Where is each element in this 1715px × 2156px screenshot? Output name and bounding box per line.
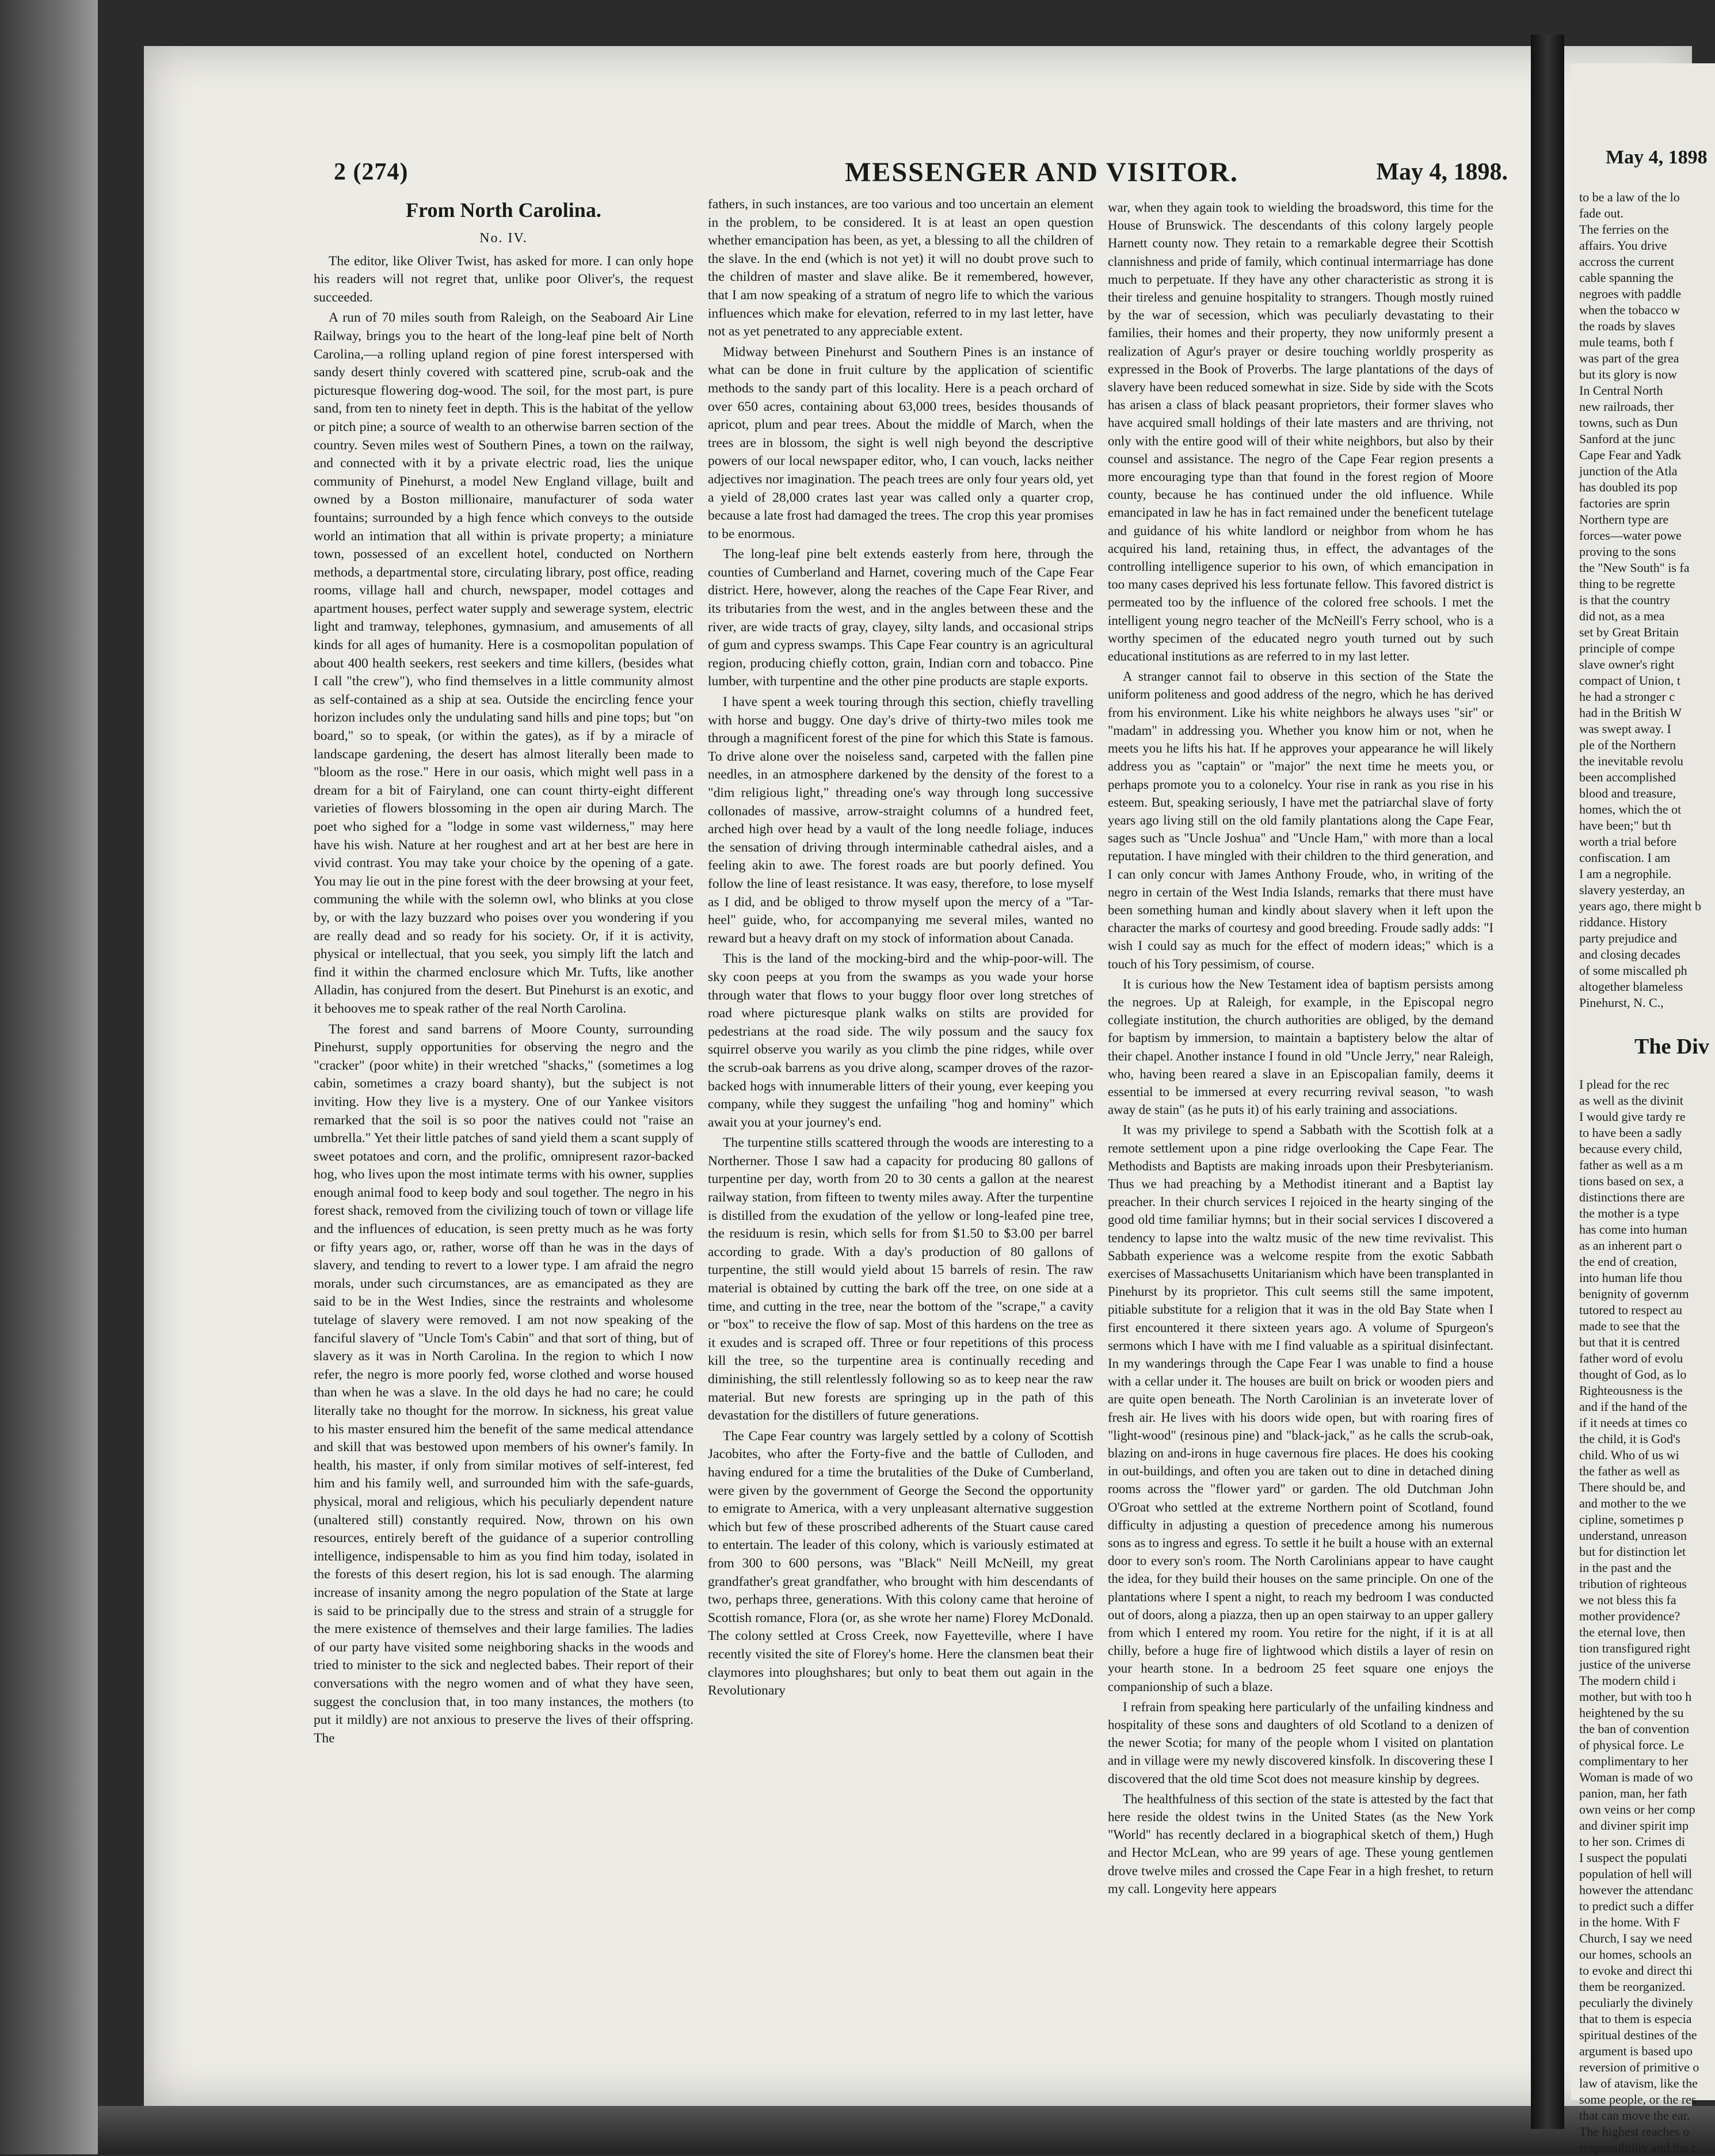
text-line: benignity of governm (1579, 1287, 1689, 1301)
book-gutter (1531, 35, 1564, 2129)
text-line: justice of the universe (1579, 1657, 1691, 1672)
adjacent-page-text-top (1571, 189, 1715, 1011)
text-line: in the past and the (1579, 1560, 1672, 1575)
text-line: tions based on sex, a (1579, 1174, 1684, 1188)
text-line: of some miscalled ph (1579, 963, 1687, 978)
text-line: responsibility and the c (1579, 2140, 1697, 2155)
text-line: the eternal love, then (1579, 1625, 1686, 1639)
text-line: child. Who of us wi (1579, 1448, 1679, 1462)
text-line: law of atavism, like the (1579, 2076, 1698, 2090)
paragraph: It was my privilege to spend a Sabbath with the Scottish folk at a remote settlement upon a pine ridge overlooking the Cape Fear. The Methodists and Baptists are making inroads upon their Presbyterianism. Thus we had preaching by a Methodist itinerant and a Baptist lay preacher. In their church services I rejoiced in the hearty singing of the good old time familiar hymns; but in their social services I discovered a tendency to lapse into the waltz music of the new time revivalist. This Sabbath experience was a welcome respite from the exotic Sabbath exercises of Massachusetts Unitarianism which have been transplanted in Pinehurst by its proprietor. This cult seems still the same impotent, pitiable substitute for a religion that it was in the old Bay State when I first encountered it there sixteen years ago. A volume of Spurgeon's sermons which I have with me I find valuable as a spiritual disinfectant. In my wanderings through the Cape Fear I was unable to find a house with a cellar under it. The houses are built on brick or wooden piers and are quite open beneath. The North Carolinian is an inveterate lover of fresh air. He lives with his doors wide open, but with roaring fires of "light-wood" (resinous pine) and "black-jack," as he calls the scrub-oak, blazing on and-irons in huge cavernous fire places. He does his cooking in out-buildings, and often you are taken out to dine in detached dining rooms across the "flower yard" or garden. The old Dutchman John O'Groat who settled at the extreme Northern point of Scotland, found difficulty in adjusting a question of precedence among his numerous sons as to ingress and egress. To settle it he built a house with an external door to every son's room. The North Carolinians appear to have caught the idea, for they build their houses on the same principle. On one of the plantations where I spent a night, to reach my bedroom I was conducted out of doors, along a piazza, then up an open stairway to an upper gallery from which I entered my room. You retire for the night, if it is at all chilly, before a huge fire of lightwood which distils a layer of resin on your hearth stone. In a bedroom 25 feet square one enjoys the companionship of such a blaze. (1108, 1123, 1493, 1694)
text-line: is that the country (1579, 593, 1671, 607)
text-line: heightened by the su (1579, 1705, 1684, 1720)
text-line: when the tobacco w (1579, 303, 1680, 317)
text-line: did not, as a mea (1579, 609, 1665, 623)
text-line: into human life thou (1579, 1270, 1683, 1285)
text-line: the father as well as (1579, 1464, 1680, 1478)
text-line: reversion of primitive o (1579, 2060, 1699, 2074)
text-line: as an inherent part o (1579, 1238, 1682, 1253)
text-line: we not bless this fa (1579, 1593, 1676, 1607)
text-line: I plead for the rec (1579, 1077, 1670, 1092)
paragraph: The healthfulness of this section of the state is attested by the fact that here reside the oldest twins in the United States (as the New York "World" has recently declared in a biographical sketch of them,) Hugh and Hector McLean, who are 99 years of age. These young gentlemen drove twelve miles and crossed the Cape Fear in a high freshet, to return my call. Longevity here appears (1108, 1791, 1493, 1896)
text-line: tion transfigured right (1579, 1641, 1691, 1655)
text-line: riddance. History (1579, 915, 1667, 929)
text-line: but its glory is now (1579, 367, 1677, 381)
text-line: to have been a sadly (1579, 1125, 1682, 1140)
text-line: years ago, there might b (1579, 899, 1701, 913)
paragraph: The long-leaf pine belt extends easterly from here, through the counties of Cumberland and Harnet, covering much of the Cape Fear district. Here, however, along the reaches of the Cape Fear River, and its tributaries from the west, and in the angles between these and the river, are wide tracts of gray, clayey, silty lands, and occasional strips of gum and cypress swamps. This Cape Fear country is an agricultural region, producing chiefly cotton, grain, Indian corn and tobacco. Pine lumber, with turpentine and the other pine products are staple exports. (708, 547, 1093, 689)
text-line: tribution of righteous (1579, 1577, 1687, 1591)
text-line: that to them is especia (1579, 2012, 1692, 2026)
paragraph: It is curious how the New Testament idea of baptism persists among the negroes. Up at Raleigh, for example, in the Episcopal negro collegiate institution, the church authorities are obliged, by the demand for baptism by immersion, to maintain a baptistery below the altar of their chapel. Another instance I found in old "Uncle Jerry," near Raleigh, who, having been reared a slave in an Episcopalian family, deems it essential to be immersed at every recurring revival season, "to wash away de stain" (as he puts it) of his early training and associations. (1108, 976, 1493, 1117)
text-line: Pinehurst, N. C., (1579, 995, 1664, 1010)
scan-border-bottom (98, 2106, 1715, 2154)
text-line: mother providence? (1579, 1609, 1680, 1623)
text-line: worth a trial before (1579, 834, 1677, 849)
text-line: mule teams, both f (1579, 335, 1674, 349)
issue-date: May 4, 1898. (1376, 159, 1508, 185)
text-line: if it needs at times co (1579, 1415, 1687, 1430)
text-line: slavery yesterday, an (1579, 883, 1685, 897)
text-line: however the attendanc (1579, 1883, 1693, 1897)
masthead: MESSENGER AND VISITOR. (845, 157, 1238, 188)
text-line: In Central North (1579, 383, 1663, 398)
text-line: was swept away. I (1579, 722, 1671, 736)
text-line: and diviner spirit imp (1579, 1818, 1689, 1833)
text-line: father as well as a m (1579, 1158, 1683, 1172)
text-line: The modern child i (1579, 1673, 1676, 1688)
text-line: made to see that the (1579, 1319, 1680, 1333)
paragraph: fathers, in such instances, are too various and too uncertain an element in the problem, to be considered. It is at least an open question whether emancipation has been, as yet, a blessing to all the children of the slave. In the end (which is not yet) it will no doubt prove such to the children of master and slave alike. Be it remembered, however, that I am now speaking of a stratum of negro life to which the various influences which make for elevation, referred to in my last letter, have not as yet penetrated to any appreciable extent. (708, 197, 1093, 339)
text-line: factories are sprin (1579, 496, 1670, 510)
text-line: and closing decades (1579, 947, 1680, 961)
text-line: to her son. Crimes di (1579, 1834, 1685, 1849)
text-line: There should be, and (1579, 1480, 1686, 1494)
text-line: affairs. You drive (1579, 238, 1667, 253)
text-line: I would give tardy re (1579, 1109, 1686, 1124)
text-line: Northern type are (1579, 512, 1669, 526)
text-line: was part of the grea (1579, 351, 1679, 365)
text-line: cipline, sometimes p (1579, 1512, 1684, 1527)
text-line: been accomplished (1579, 770, 1676, 784)
text-line: altogether blameless (1579, 979, 1683, 994)
text-line: compact of Union, t (1579, 673, 1680, 688)
text-line: negroes with paddle (1579, 287, 1682, 301)
text-line: has come into human (1579, 1222, 1687, 1237)
text-line: complimentary to her (1579, 1754, 1689, 1768)
text-line: homes, which the ot (1579, 802, 1682, 816)
adjacent-page-date: May 4, 1898 (1606, 147, 1708, 168)
text-line: to predict such a differ (1579, 1899, 1694, 1913)
text-line: own veins or her comp (1579, 1802, 1695, 1817)
text-line: I am a negrophile. (1579, 867, 1672, 881)
text-line: Righteousness is the (1579, 1383, 1683, 1398)
text-line: thing to be regrette (1579, 577, 1675, 591)
text-line: them be reorganized. (1579, 1979, 1686, 1994)
text-line: accross the current (1579, 254, 1674, 269)
paragraph: I refrain from speaking here particularly of the unfailing kindness and hospitality of these sons and daughters of old Scotland to a denizen of the newer Scotia; for many of the people whom I visited on plantation and in village were my newly discovered kinsfolk. In discovering these I discovered that the old time Scot does not measure kinship by degrees. (1108, 1699, 1493, 1786)
text-line: to evoke and direct thi (1579, 1963, 1693, 1978)
page-number: 2 (274) (334, 159, 409, 185)
text-line: the end of creation, (1579, 1254, 1677, 1269)
text-line: the mother is a type (1579, 1206, 1679, 1220)
text-line: confiscation. I am (1579, 850, 1671, 865)
article-column-2 (708, 196, 1093, 1700)
article-title: From North Carolina. (406, 199, 601, 222)
text-line: party prejudice and (1579, 931, 1677, 945)
text-line: have been;" but th (1579, 818, 1671, 833)
text-line: thought of God, as lo (1579, 1367, 1687, 1382)
text-line: fade out. (1579, 206, 1623, 220)
paragraph: A run of 70 miles south from Raleigh, on the Seaboard Air Line Railway, brings you to the heart of the long-leaf pine belt of North Carolina,—a rolling upland region of pine forest interspersed with sandy desert thinly covered with scattered pine, scrub-oak and the picturesque flowering dog-wood. The soil, for the most part, is pure sand, from ten to ninety feet in depth. This is the habitat of the yellow or pitch pine; a source of wealth to an otherwise barren section of the country. Seven miles west of Southern Pines, a town on the railway, and connected with it by a private electric road, lies the unique community of Pinehurst, a model New England village, built and owned by a Boston millionaire, manufacturer of soda water fountains; surrounded by a high fence which conveys to the outside world an intimation that all within is private property; a miniature town, possessed of an excellent hotel, conducted on Northern methods, a departmental store, circulating library, post office, reading rooms, village hall and church, newspaper, model cottages and apartment houses, perfect water supply and sewerage system, electric light and tramway, telephones, gymnasium, and amusements of all kinds for all ages of humanity. Here is a cosmopolitan population of about 400 health seekers, rest seekers and time killers, (besides what I call "the crew"), who find themselves in a little community almost as self-contained as a ship at sea. Outside the encircling fence your horizon includes only the undulating sand hills and pine tops; but "on board," so to speak, (or within the gates), as if by a miracle of landscape gardening, the desert has almost literally been made to "bloom as the rose." Here in our oasis, which might well pass in a dream for a bit of Fairyland, one can count thirty-eight different varieties of flowers blossoming in the open air during March. The poet who sighed for a "lodge in some vast wilderness," may here have his wish. Nature at her roughest and art at her best are here in vivid contrast. You may take your choice by the opening of a gate. You may lie out in the pine forest with the deer browsing at your feet, communing the while with the solemn owl, who blinks at you close by, or with the lazy buzzard who poises over you wondering if you are really dead and so ready for his society. Or, if it is activity, physical or intellectual, that you seek, you simply lift the latch and find it within the charmed enclosure which Mr. Tufts, like another Alladin, has conjured from the desert. But Pinehurst is an exotic, and it behooves me to speak rather of the real North Carolina. (314, 310, 693, 1016)
text-line: The highest reaches o (1579, 2124, 1690, 2139)
paragraph: Midway between Pinehurst and Southern Pines is an instance of what can be done in fruit culture by the application of scientific methods to the sandy part of this locality. Here is a peach orchard of over 650 acres, containing about 63,000 trees, besides thousands of apricot, plum and pear trees. About the middle of March, when the trees are in blossom, the sight is well nigh beyond the descriptive powers of our local newspaper editor, who, I can vouch, lacks neither adjectives nor imagination. The peach trees are only four years old, yet a yield of 28,000 crates last year was called only a quarter crop, because a late frost had damaged the trees. The crop this year promises to be enormous. (708, 344, 1093, 541)
text-line: and mother to the we (1579, 1496, 1686, 1510)
text-line: but that it is centred (1579, 1335, 1680, 1349)
paragraph: The Cape Fear country was largely settled by a colony of Scottish Jacobites, who after the Forty-five and the battle of Culloden, and having endured for a time the brutalities of the Duke of Cumberland, were given by the government of George the Second the opportunity to emigrate to America, with a very unpleasant alternative suggestion which but few of these proscribed adherents of the Stuart cause cared to entertain. The leader of this colony, which is variously estimated at from 300 to 600 persons, was "Black" Neill McNeill, my great grandfather's great grandfather, who brought with him descendants of two, perhaps three, generations. With this colony came that heroine of Scottish romance, Flora (or, as she wrote her name) Florey McDonald. The colony settled at Cross Creek, now Fayetteville, where I have recently visited the site of Florey's home. Here the clansmen beat their claymores into ploughshares; but only to beat them out again in the Revolutionary (708, 1428, 1093, 1699)
text-line: the child, it is God's (1579, 1432, 1680, 1446)
text-line: Woman is made of wo (1579, 1770, 1693, 1784)
text-line: ple of the Northern (1579, 738, 1676, 752)
text-line: junction of the Atla (1579, 464, 1678, 478)
adjacent-page-text-bottom (1571, 1077, 1715, 2156)
paragraph: The turpentine stills scattered through the woods are interesting to a Northerner. Those I saw had a capacity for producing 80 gallons of turpentine per day, worth from 20 to 30 cents a gallon at the nearest railway station, from fifteen to twenty miles away. After the turpentine is distilled from the exudation of the yellow or long-leafed pine tree, the residuum is resin, which sells for from $1.50 to $3.00 per barrel according to grade. With a day's production of 80 gallons of turpentine, the still would yield about 15 barrels of resin. The raw material is obtained by cutting the bark off the tree, on one side at a time, and cutting in the tree, near the bottom of the "scrape," a cavity or "box" to receive the flow of sap. Most of this hardens on the tree as it exudes and is scraped off. Three or four repetitions of this process kill the tree, so the turpentine area is continually receding and diminishing, the still relentlessly following so as to keep near the raw material. But new forests are springing up in the path of this devastation for the distillers of future generations. (708, 1135, 1093, 1424)
paragraph: The forest and sand barrens of Moore County, surrounding Pinehurst, supply opportunities for observing the negro and the "cracker" (poor white) in their wretched "shacks," (sometimes a log cabin, sometimes a crazy board shanty), but the subject is not inviting. How they live is a mystery. One of our Yankee visitors remarked that the soil is so poor the natives could not "raise an umbrella." Yet their little patches of sand yield them a scant supply of sweet potatoes and corn, and the prolific, omnipresent razor-backed hog, who lives upon the most intimate terms with his owner, supplies enough animal food to keep body and soul together. The negro in his forest shack, removed from the civilizing touch of town or village life and the influences of education, is seen pretty much as he was forty or fifty years ago, or, rather, worse off than he was in the days of slavery, and tending to revert to a lower type. I am afraid the negro morals, under such circumstances, are as emancipated as they are said to be in the West Indies, since the restraints and wholesome tutelage of slavery were removed. I am not now speaking of the fanciful slavery of "Uncle Tom's Cabin" and that sort of thing, but of slavery as it was in North Carolina. In the region to which I now refer, the negro is more poorly fed, worse clothed and worse housed than when he was a slave. In the old days he had no care; he could literally take no thought for the morrow. In sickness, his great value to his master ensured him the benefit of the same medical attendance and skill that was bestowed upon members of his owner's family. In health, his master, if only from similar motives of self-interest, fed him and his family well, and surrounded him with the safe-guards, physical, moral and religious, which his peculiarly dependent nature (unaltered still) constantly required. Now, thrown on his own resources, entirely bereft of the guidance of a superior controlling intelligence, indispensable to him as you find him today, isolated in the forests of this desert region, his lot is sad enough. The alarming increase of insanity among the negro population of the State at large is said to be principally due to the stress and strain of a struggle for the mere existence of themselves and their large families. The ladies of our party have visited some neighboring shacks in the woods and tried to minister to the sick and neglected babes. Their report of their conversations with the negro women and of what they have seen, suggest the conclusion that, in too many instances, the mothers (to put it mildly) are not anxious to preserve the lives of their offspring. The (314, 1021, 693, 1746)
text-line: towns, such as Dun (1579, 415, 1678, 430)
article-column-3 (1108, 199, 1493, 1898)
paragraph: I have spent a week touring through this section, chiefly travelling with horse and buggy. One day's drive of thirty-two miles took me through a magnificent forest of the pine for which this State is famous. To drive alone over the noiseless sand, carpeted with the fallen pine needles, in an atmosphere darkened by the density of the forest to a "dim religious light," threading one's way through long successive collonades of massive, arrow-straight columns of a hundred feet, arched high over head by a vault of the long needle foliage, induces the sensation of driving through interminable cathedral aisles, and a feeling akin to awe. The forest roads are but poorly defined. You follow the line of least resistance. It was easy, therefore, to lose myself as I did, and be obliged to throw myself upon the mercy of a "Tar-heel" guide, who, for accompanying me several miles, wanted no reward but a heavy draft on my stock of information about Canada. (708, 695, 1093, 946)
text-line: distinctions there are (1579, 1190, 1685, 1204)
text-line: I suspect the populati (1579, 1850, 1687, 1865)
text-line: spiritual destines of the (1579, 2028, 1697, 2042)
text-line: our homes, schools an (1579, 1947, 1692, 1962)
paragraph: This is the land of the mocking-bird and the whip-poor-will. The sky coon peeps at you from the swamps as you wade your horse through water that flows to your buggy floor over long stretches of road where picturesque plank walks on stilts are provided for pedestrians at the road side. The wily possum and the saucy fox squirrel observe you warily as you climb the pine ridges, while over the scrub-oak barrens as you drive along, scamper droves of the razor-backed hogs with innumerable litters of their young, ever keeping you company, while they suggest the unfailing "hog and hominy" which await you at your journey's end. (708, 951, 1093, 1130)
text-line: The ferries on the (1579, 222, 1669, 236)
text-line: he had a stronger c (1579, 689, 1675, 704)
text-line: the inevitable revolu (1579, 754, 1683, 768)
text-line: some people, or the res (1579, 2092, 1697, 2107)
text-line: new railroads, ther (1579, 399, 1674, 414)
text-line: forces—water powe (1579, 528, 1682, 543)
text-line: peculiarly the divinely (1579, 1995, 1693, 2010)
text-line: in the home. With F (1579, 1915, 1680, 1929)
text-line: that can move the ear. (1579, 2108, 1690, 2123)
text-line: tutored to respect au (1579, 1303, 1682, 1317)
text-line: to be a law of the lo (1579, 190, 1680, 204)
paragraph: A stranger cannot fail to observe in this section of the State the uniform politeness and good address of the negro, which he has derived from his environment. Like his white neighbors he always uses "sir" or "madam" in addressing you. Whether you know him or not, when he meets you he lifts his hat. If he approves your appearance he will likely address you as "captain" or "major" the next time he meets you, or perhaps promote you to a colonelcy. Your rise in rank as you rise in his esteem. But, speaking seriously, I have met the patriarchal slave of forty years ago living still on the old family plantations along the Cape Fear, sages such as "Uncle Joshua" and "Uncle Ham," with more than a local reputation. I have mingled with their children to the third generation, and I can only concur with James Anthony Froude, who, in writing of the negro in certain of the West India Islands, remarks that there must have been something human and kindly about slavery when it left upon the character the marks of courtesy and good breeding. Froude sadly adds: "I wish I could say as much for the effect of modern ideas;" which is a touch of his Tory pessimism, of course. (1108, 669, 1493, 971)
text-line: as well as the divinit (1579, 1093, 1683, 1108)
text-line: the ban of convention (1579, 1722, 1690, 1736)
text-line: has doubled its pop (1579, 480, 1678, 494)
page-header (190, 115, 1508, 188)
text-line: principle of compe (1579, 641, 1675, 655)
text-line: Church, I say we need (1579, 1931, 1693, 1945)
text-line: and if the hand of the (1579, 1399, 1687, 1414)
text-line: mother, but with too h (1579, 1689, 1692, 1704)
text-line: panion, man, her fath (1579, 1786, 1687, 1800)
article-column-1 (314, 199, 693, 1747)
adjacent-article-title: The Div (1634, 1035, 1709, 1059)
text-line: father word of evolu (1579, 1351, 1683, 1365)
text-line: the roads by slaves (1579, 319, 1675, 333)
text-line: the "New South" is fa (1579, 560, 1690, 575)
text-line: set by Great Britain (1579, 625, 1679, 639)
text-line: slave owner's right (1579, 657, 1675, 671)
text-line: Cape Fear and Yadk (1579, 448, 1682, 462)
text-line: had in the British W (1579, 705, 1682, 720)
paragraph: war, when they again took to wielding the broadsword, this time for the House of Brunswick. The descendants of this colony largely people Harnett county now. They retain to a remarkable degree their Scottish clannishness and pride of family, which continual intermarriage has done much to perpetuate. If they have any other characteristic as strong it is their tireless and genuine hospitality to strangers. Though mostly ruined by the war of secession, which was peculiarly devastating to their families, their homes and their property, they now uniformly present a realization of Agur's prayer or desire touching worldly prosperity as expressed in the Book of Proverbs. The large plantations of the days of slavery have been reduced somewhat in size. Side by side with the Scots has arisen a class of black peasant proprietors, their former slaves who have acquired small holdings of their late masters and are thriving, not only with the entire good will of their white neighbors, but also by their counsel and assistance. The negro of the Cape Fear region presents a more encouraging type than that found in the forest region of Moore county, because he has continued under the old influence. While emancipated in law he has in fact remained under the beneficent tutelage and guidance of his white landlord or neighbor from whom he has acquired his land, retaining thus, in effect, the advantages of the controlling intelligence superior to his own, of which emancipation in too many cases deprived his less fortunate fellow. This favored district is permeated too by the influence of the colored free schools. I met the intelligent young negro teacher of the McNeill's Ferry school, who is a worthy specimen of the educated negro youth turned out by such educational institutions as are referred to in my last letter. (1108, 200, 1493, 664)
text-line: understand, unreason (1579, 1528, 1687, 1543)
scan-border-left (0, 0, 98, 2154)
text-line: cable spanning the (1579, 270, 1674, 285)
text-line: proving to the sons (1579, 544, 1676, 559)
text-line: argument is based upo (1579, 2044, 1693, 2058)
text-line: population of hell will (1579, 1867, 1693, 1881)
adjacent-page-fragment (1571, 63, 1715, 2155)
paragraph: The editor, like Oliver Twist, has asked for more. I can only hope his readers will not regret that, unlike poor Oliver's, the request succeeded. (314, 253, 693, 305)
text-line: because every child, (1579, 1142, 1682, 1156)
article-subtitle: No. IV. (479, 231, 528, 246)
text-line: but for distinction let (1579, 1544, 1686, 1559)
text-line: of physical force. Le (1579, 1738, 1684, 1752)
text-line: Sanford at the junc (1579, 432, 1675, 446)
text-line: blood and treasure, (1579, 786, 1676, 800)
